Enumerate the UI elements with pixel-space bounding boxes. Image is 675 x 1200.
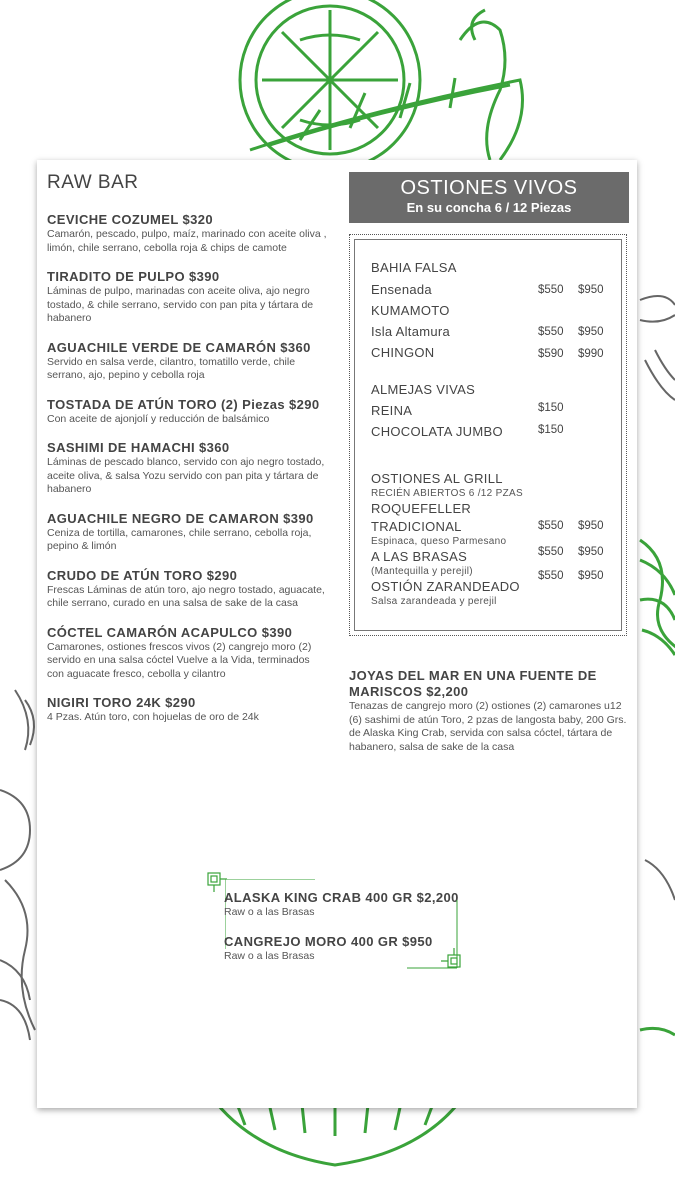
almejas-title: ALMEJAS VIVAS xyxy=(371,382,476,397)
joyas-description: Tenazas de cangrejo moro (2) ostiones (2) camarones u12 (6) sashimi de atún Toro, 2 pzas de langosta baby, 200 Grs. de Alaska King Crab, servida con salsa cóctel, tártara de habanero, salsa de sake de la casa xyxy=(349,700,627,753)
chingon-label: CHINGON xyxy=(371,345,435,360)
dish-item xyxy=(47,269,327,326)
special-description: Raw o a las Brasas xyxy=(224,906,315,918)
zarandeado-description: Salsa zarandeada y perejil xyxy=(371,596,497,607)
ostiones-inner-frame xyxy=(354,239,622,631)
dish-name: CEVICHE COZUMEL $320 xyxy=(47,212,213,227)
bahia-falsa-label: BAHIA FALSA xyxy=(371,260,457,275)
ensenada-price-6: $550 xyxy=(538,284,564,296)
brasas-price-12: $950 xyxy=(578,546,604,558)
ostiones-box xyxy=(349,234,627,636)
dish-name: SASHIMI DE HAMACHI $360 xyxy=(47,440,230,455)
reina-label: REINA xyxy=(371,403,413,418)
tradicional-price-6: $550 xyxy=(538,520,564,532)
dish-item xyxy=(47,340,327,383)
tradicional-description: Espinaca, queso Parmesano xyxy=(371,536,507,547)
isla-label: Isla Altamura xyxy=(371,324,451,339)
joyas-name: JOYAS DEL MAR EN UNA FUENTE DE MARISCOS $2,200 xyxy=(349,668,597,699)
zarandeado-label: OSTIÓN ZARANDEADO xyxy=(371,579,520,594)
dish-description: Camarones, ostiones frescos vivos (2) cangrejo moro (2) servido en una salsa cóctel Vuelve a la Vida, terminados con aguacate fresco, cebolla y cilantro xyxy=(47,640,312,680)
dish-description: Láminas de pulpo, marinadas con aceite oliva, ajo negro tostado, & chile serrano, servido con pan pita y tártara de habanero xyxy=(47,285,314,324)
frame-corner-ornament xyxy=(441,948,461,968)
dish-name: CRUDO DE ATÚN TORO $290 xyxy=(47,567,238,583)
menu-page xyxy=(37,160,637,1108)
dish-name: NIGIRI TORO 24K $290 xyxy=(47,695,196,710)
raw-bar-title: RAW BAR xyxy=(47,172,139,193)
ensenada-label: Ensenada xyxy=(371,282,432,297)
tradicional-price-12: $950 xyxy=(578,520,604,532)
special-name: ALASKA KING CRAB 400 GR $2,200 xyxy=(224,890,459,905)
dish-item xyxy=(47,440,327,497)
grill-title: OSTIONES AL GRILL xyxy=(371,471,503,486)
brasas-price-6: $550 xyxy=(538,546,564,558)
chocolata-price: $150 xyxy=(538,424,564,436)
dish-description: Con aceite de ajonjolí y reducción de balsámico xyxy=(47,412,270,425)
zarandeado-price-12: $950 xyxy=(578,570,604,582)
frame-corner-ornament xyxy=(207,872,227,892)
joyas-del-mar xyxy=(349,668,629,754)
ensenada-price-12: $950 xyxy=(578,284,604,296)
dish-description: 4 Pzas. Atún toro, con hojuelas de oro de 24k xyxy=(47,711,259,723)
isla-price-6: $550 xyxy=(538,326,564,338)
dish-item xyxy=(47,568,327,611)
grill-subtitle: RECIÉN ABIERTOS 6 /12 PZAS xyxy=(371,488,523,499)
dish-description: Ceniza de tortilla, camarones, chile serrano, cebolla roja, pepino & limón xyxy=(47,526,312,552)
dish-description: Láminas de pescado blanco, servido con ajo negro tostado, aceite oliva, & salsa Yozu servido con pan pita y tártara de habanero xyxy=(47,456,325,495)
dish-name: CÓCTEL CAMARÓN ACAPULCO $390 xyxy=(47,624,293,640)
dish-item xyxy=(47,212,327,255)
chingon-price-6: $590 xyxy=(538,348,564,360)
dish-item xyxy=(47,695,327,725)
dish-name: TOSTADA DE ATÚN TORO (2) Piezas $290 xyxy=(47,396,320,412)
brasas-description: (Mantequilla y perejil) xyxy=(371,566,473,577)
dish-name: AGUACHILE NEGRO DE CAMARON $390 xyxy=(47,510,314,526)
roquefeller-label: ROQUEFELLER xyxy=(371,501,472,516)
special-description: Raw o a las Brasas xyxy=(224,949,315,962)
ostiones-header xyxy=(349,172,629,223)
reina-price: $150 xyxy=(538,402,564,414)
dish-item xyxy=(47,625,327,682)
dish-description: Frescas Láminas de atún toro, ajo negro tostado, aguacate, chile serrano, curado en una salsa de sake de la casa xyxy=(47,583,325,609)
zarandeado-price-6: $550 xyxy=(538,570,564,582)
ostiones-subtitle: En su concha 6 / 12 Piezas xyxy=(406,200,572,215)
dish-item xyxy=(47,511,327,554)
chocolata-label: CHOCOLATA JUMBO xyxy=(371,424,503,439)
kumamoto-label: KUMAMOTO xyxy=(371,303,450,318)
raw-bar-column xyxy=(47,172,327,739)
tradicional-label: TRADICIONAL xyxy=(371,519,462,534)
brasas-label: A LAS BRASAS xyxy=(371,549,468,564)
isla-price-12: $950 xyxy=(578,326,604,338)
special-name: CANGREJO MORO 400 GR $950 xyxy=(224,933,433,949)
dish-description: Servido en salsa verde, cilantro, tomatillo verde, chile serrano, ajo, pepino y cebolla roja xyxy=(47,355,296,381)
dish-name: AGUACHILE VERDE DE CAMARÓN $360 xyxy=(47,339,311,355)
ostiones-title: OSTIONES VIVOS xyxy=(400,177,578,199)
dish-item xyxy=(47,397,327,427)
chingon-price-12: $990 xyxy=(578,348,604,360)
dish-description: Camarón, pescado, pulpo, maíz, marinado con aceite oliva , limón, chile serrano, cebolla roja & chips de camote xyxy=(47,228,327,254)
dish-name: TIRADITO DE PULPO $390 xyxy=(47,269,220,284)
